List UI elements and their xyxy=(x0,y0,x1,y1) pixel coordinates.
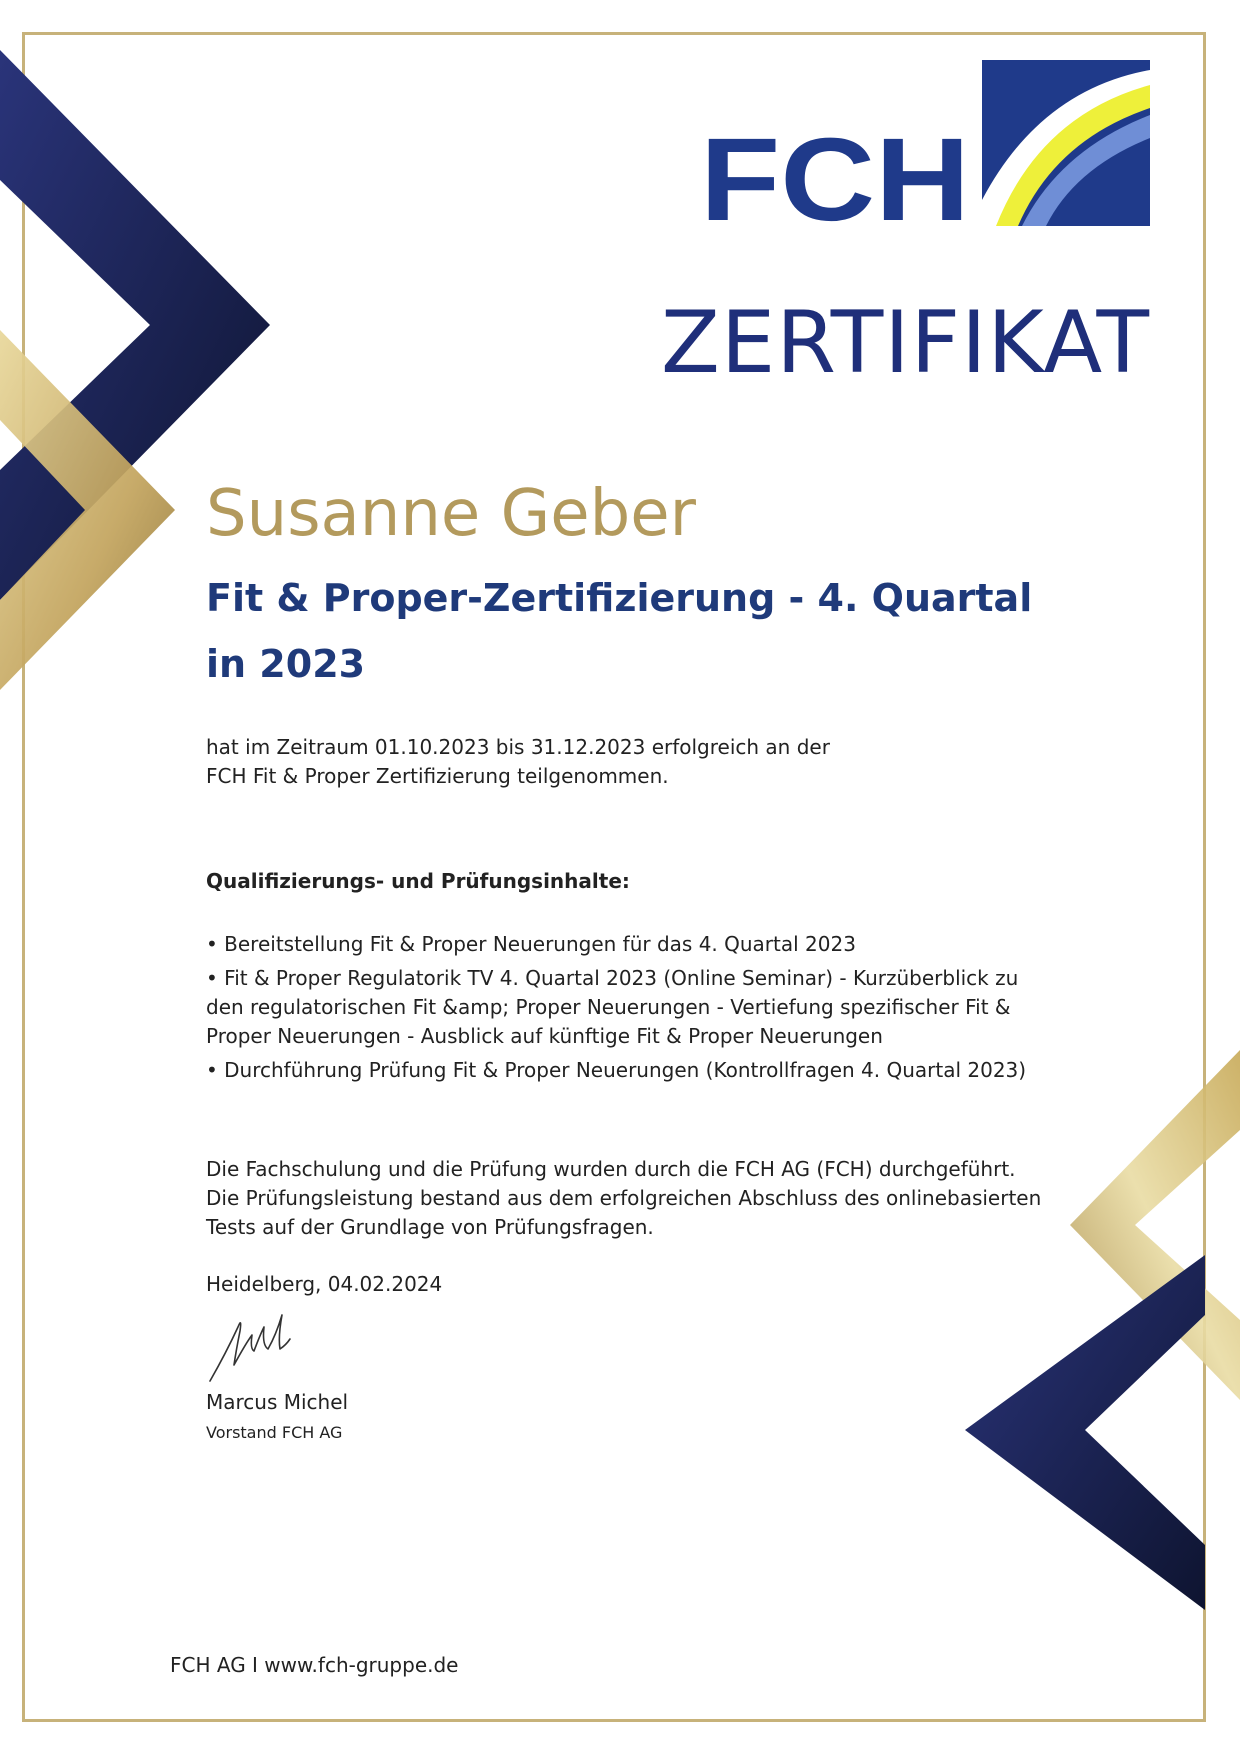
footer-text: FCH AG I www.fch-gruppe.de xyxy=(170,1653,459,1677)
course-title: Fit & Proper-Zertifizierung - 4. Quartal in 2023 xyxy=(206,576,1033,686)
participation-text xyxy=(206,733,1046,791)
signature-image xyxy=(206,1305,296,1385)
place-date: Heidelberg, 04.02.2024 xyxy=(206,1272,443,1296)
qualification-heading: Qualifizierungs- und Prüfungsinhalte: xyxy=(206,869,630,893)
participation-line: hat im Zeitraum 01.10.2023 bis 31.12.2023 erfolgreich an der xyxy=(206,735,830,759)
participation-line: FCH Fit & Proper Zertifizierung teilgenommen. xyxy=(206,764,669,788)
recipient-name: Susanne Geber xyxy=(206,477,696,551)
certificate-title: ZERTIFIKAT xyxy=(660,293,1150,393)
qualification-list xyxy=(206,930,1046,1090)
fch-logo xyxy=(700,60,1150,230)
qualification-item: • Bereitstellung Fit & Proper Neuerungen für das 4. Quartal 2023 xyxy=(206,932,856,956)
fch-logo-text: FCH xyxy=(700,114,970,230)
qualification-item: • Durchführung Prüfung Fit & Proper Neuerungen (Kontrollfragen 4. Quartal 2023) xyxy=(206,1058,1027,1082)
signer-role: Vorstand FCH AG xyxy=(206,1423,343,1442)
closing-text: Die Fachschulung und die Prüfung wurden durch die FCH AG (FCH) durchgeführt. Die Prüfungsleistung bestand aus dem erfolgreichen Abschluss des onlinebasierten Tests auf der Grundlage von Prüfungsfragen. xyxy=(206,1157,1042,1239)
signer-name: Marcus Michel xyxy=(206,1390,349,1414)
qualification-item: • Fit & Proper Regulatorik TV 4. Quartal 2023 (Online Seminar) - Kurzüberblick zu den regulatorischen Fit &amp; Proper Neuerungen - Vertiefung spezifischer Fit & Proper Neuerungen - Ausblick auf künftige Fit & Proper Neuerungen xyxy=(206,966,1019,1048)
